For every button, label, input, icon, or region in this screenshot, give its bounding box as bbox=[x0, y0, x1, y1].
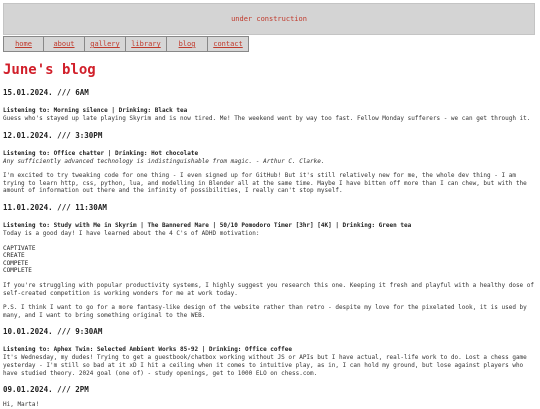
entry-date: 10.01.2024. /// 9:30AM bbox=[3, 327, 103, 337]
entry-text: P.S. I think I want to go for a more fantasy-like design of the website rather than retro - despite my love for the pixelated look, it is used by many, and I want to bring something original to the WEB. bbox=[3, 304, 527, 319]
nav-contact-link[interactable]: contact bbox=[208, 36, 249, 52]
blog-main bbox=[3, 62, 535, 409]
top-nav bbox=[3, 36, 249, 53]
entry-date: 09.01.2024. /// 2PM bbox=[3, 385, 89, 395]
nav-library-link[interactable]: library bbox=[126, 36, 167, 52]
entry-date: 11.01.2024. /// 11:30AM bbox=[3, 202, 107, 212]
entry-listening-drinking: Listening to: Office chatter | Drinking: Hot chocolate bbox=[3, 149, 199, 157]
entry-date: 15.01.2024. /// 6AM bbox=[3, 88, 89, 97]
entry-listening-drinking: Listening to: Aphex Twin: Selected Ambient Works 85-92 | Drinking: Office coffee bbox=[3, 346, 292, 354]
entry-text: If you're struggling with popular productivity systems, I highly suggest you research this one. Keeping it fresh and playful with a healthy dose of self-created competition is working wonders for me at work today. bbox=[3, 281, 535, 297]
entry-quote: Any sufficiently advanced technology is indistinguishable from magic. - Arthur C. Clarke. bbox=[3, 157, 325, 165]
blog-entry bbox=[3, 203, 535, 319]
under-construction-banner bbox=[3, 3, 535, 35]
entry-text: I'm excited to try tweaking code for one thing - I even signed up for GitHub! But it's still relatively new for me, the whole dev thing - I am trying to learn http, css, python, lua, and modelling in Blender all at the same time. Maybe I have bitten off more than I can chew, but with the amount of information out there and the infinity of possibilities, I really can't stop myself. bbox=[3, 172, 527, 195]
entry-text: Today is a good day! I have learned about the 4 C's of ADHD motivation: bbox=[3, 229, 260, 237]
adhd-motivation-list bbox=[3, 245, 535, 275]
list-item: COMPLETE bbox=[3, 267, 32, 275]
list-item: CAPTIVATE bbox=[3, 244, 36, 252]
blog-entry bbox=[3, 385, 535, 409]
entry-listening-drinking: Listening to: Study with Me in Skyrim | The Bannered Mare | 50/10 Pomodoro Timer [3hr] [4K] | Drinking: Green tea bbox=[3, 221, 412, 229]
entry-text: Hi, Marta! bbox=[3, 401, 40, 409]
nav-blog-link[interactable]: blog bbox=[167, 36, 208, 52]
blog-entry bbox=[3, 88, 535, 123]
nav-home-link[interactable]: home bbox=[3, 36, 44, 52]
list-item: COMPETE bbox=[3, 259, 29, 267]
entry-listening-drinking: Listening to: Morning silence | Drinking: Black tea bbox=[3, 107, 188, 114]
entry-text: Guess who's stayed up late playing Skyrim and is now tired. Me! The weekend went by way too fast. Fellow Monday sufferers - we can get through it. bbox=[3, 115, 531, 122]
blog-entry bbox=[3, 327, 535, 377]
nav-gallery-link[interactable]: gallery bbox=[85, 36, 126, 52]
list-item: CREATE bbox=[3, 252, 25, 260]
entry-text: It's Wednesday, my dudes! Trying to get a guestbook/chatbox working without JS or APIs but I have actual, real-life work to do. Lost a chess game yesterday - I'm still so bad at it xD I hit a ceiling when it comes to intuitive play, as in, I can hold my ground, but lose against players who have studied theory. 2024 goal (one of) - study openings, get to 1000 ELO on chess.com. bbox=[3, 354, 527, 377]
blog-entry bbox=[3, 131, 535, 195]
entry-date: 12.01.2024. /// 3:30PM bbox=[3, 130, 103, 140]
nav-about-link[interactable]: about bbox=[44, 36, 85, 52]
page-title: June's blog bbox=[3, 62, 96, 78]
banner-text: under construction bbox=[231, 15, 307, 23]
